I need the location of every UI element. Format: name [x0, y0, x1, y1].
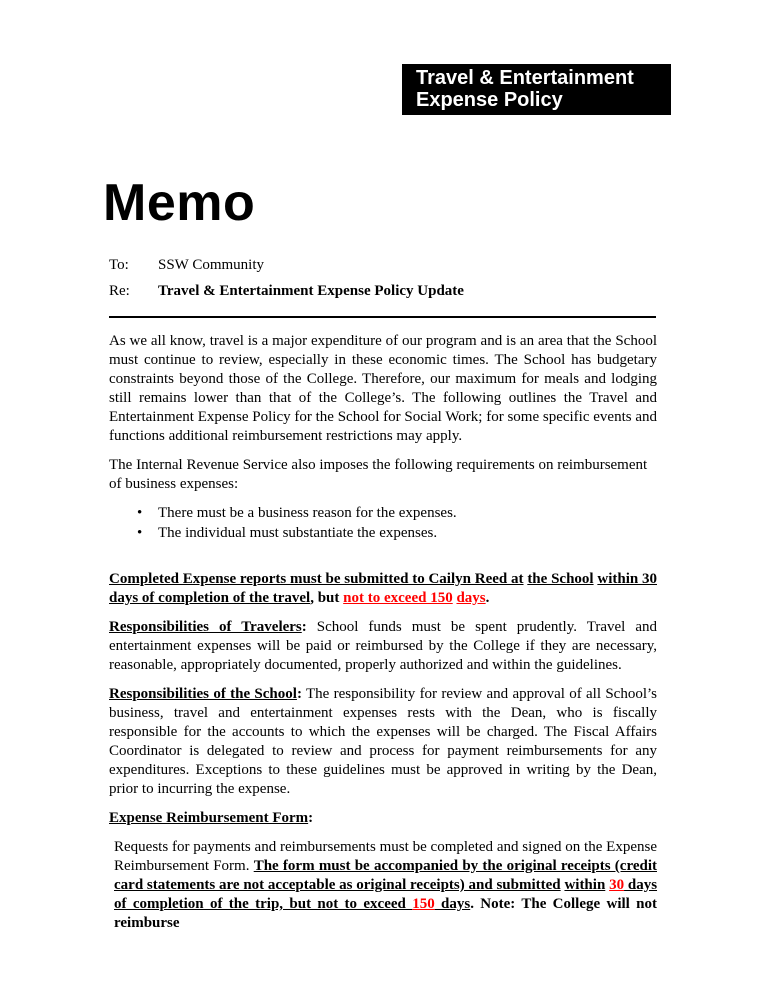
irs-paragraph: The Internal Revenue Service also imposes the following requirements on reimbursement of business expenses: [109, 457, 648, 492]
list-item: • There must be a business reason for the expenses. [158, 503, 657, 523]
header-divider [109, 316, 656, 318]
memo-body [109, 332, 657, 943]
deadline-limit-highlight: not to exceed 150 [343, 590, 453, 606]
deadline-paragraph: Completed Expense reports must be submitted to Cailyn Reed at the School within 30 days of completion of the travel, but not to exceed 150 days. [109, 571, 657, 606]
re-label: Re: [109, 283, 130, 299]
memo-heading: Memo [103, 174, 256, 232]
travelers-paragraph: Responsibilities of Travelers: School funds must be spent prudently. Travel and entertainment expenses will be paid or reimbursed by the College if they are necessary, reasonable, appropriately documented, properly authorized and within the guidelines. [109, 619, 657, 673]
list-item: • The individual must substantiate the expenses. [158, 523, 657, 543]
to-label: To: [109, 257, 129, 273]
form-limit-highlight: 150 [412, 896, 435, 912]
policy-title-line1: Travel & Entertainment [416, 67, 634, 89]
irs-requirements-list [109, 503, 657, 543]
school-paragraph: Responsibilities of the School: The responsibility for review and approval of all School’s business, travel and entertainment expenses rests with the Dean, who is fiscally responsible for the accounts to which the expenses will be charged. The Fiscal Affairs Coordinator is delegated to review and process for payment reimbursements for any expenditures. Exceptions to these guidelines must be approved in writing by the Dean, prior to incurring the expense. [109, 686, 657, 797]
travelers-heading: Responsibilities of Travelers [109, 619, 302, 635]
form-days-highlight: 30 [609, 877, 625, 893]
re-value: Travel & Entertainment Expense Policy Update [158, 283, 464, 299]
school-heading: Responsibilities of the School [109, 686, 297, 702]
policy-title-box [402, 64, 671, 115]
form-heading: Expense Reimbursement Form [109, 810, 309, 826]
intro-paragraph: As we all know, travel is a major expenditure of our program and is an area that the School must continue to review, especially in these economic times. The School has budgetary constraints beyond those of the College. Therefore, our maximum for meals and lodging still remains lower than that of the College’s. The following outlines the Travel and Entertainment Expense Policy for the School for Social Work; for some specific events and functions additional reimbursement restrictions may apply. [109, 333, 657, 444]
policy-title-line2: Expense Policy [416, 89, 563, 111]
form-paragraph: Requests for payments and reimbursements must be completed and signed on the Expense Reimbursement Form. The form must be accompanied by the original receipts (credit card statements are not acceptable as original receipts) and submitted within 30 days of completion of the trip, but not to exceed 150 days. Note: The College will not reimburse [114, 839, 658, 931]
to-value: SSW Community [158, 257, 264, 273]
to-row [109, 256, 264, 274]
form-heading-paragraph: Expense Reimbursement Form: [109, 810, 314, 826]
re-row [109, 282, 464, 300]
